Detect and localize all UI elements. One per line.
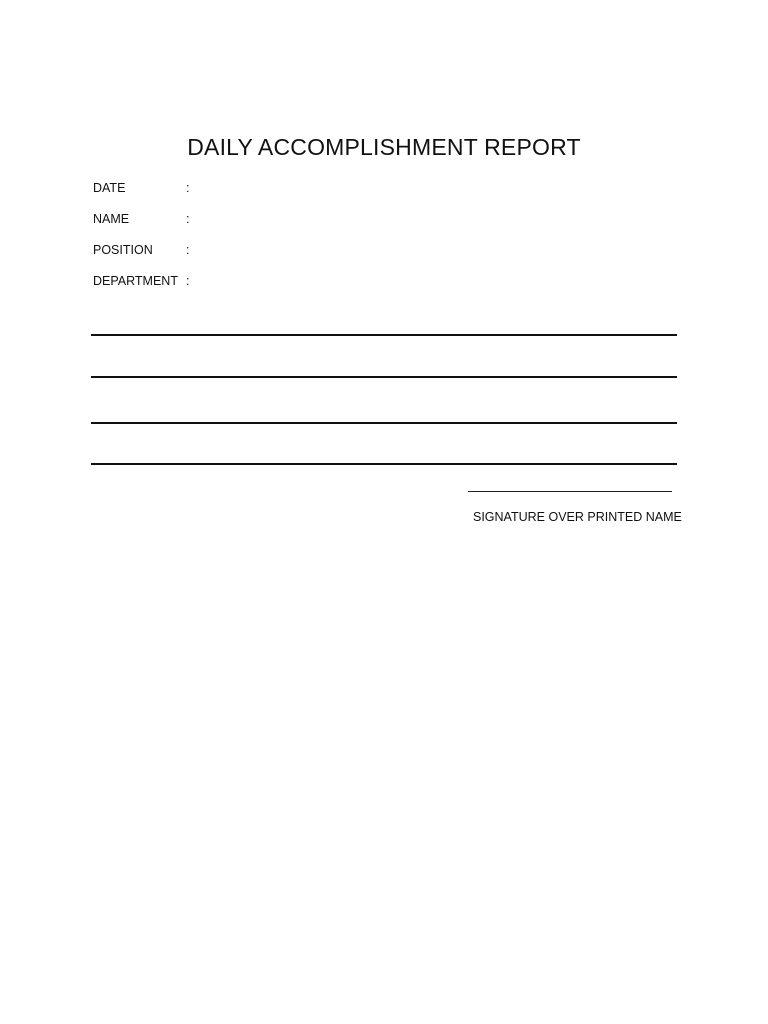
field-name-colon: : xyxy=(186,212,190,226)
entry-line-4 xyxy=(91,463,677,465)
field-date-label: DATE xyxy=(93,181,126,195)
signature-label: SIGNATURE OVER PRINTED NAME xyxy=(473,510,682,524)
field-position-colon: : xyxy=(186,243,190,257)
page-title: DAILY ACCOMPLISHMENT REPORT xyxy=(187,134,581,160)
field-department-label: DEPARTMENT xyxy=(93,274,178,288)
field-date-colon: : xyxy=(186,181,190,195)
field-position-label: POSITION xyxy=(93,243,153,257)
field-name-label: NAME xyxy=(93,212,130,226)
signature-line xyxy=(468,491,672,492)
entry-line-2 xyxy=(91,376,677,378)
field-department-colon: : xyxy=(186,274,190,288)
entry-line-1 xyxy=(91,334,677,336)
entry-line-3 xyxy=(91,422,677,424)
